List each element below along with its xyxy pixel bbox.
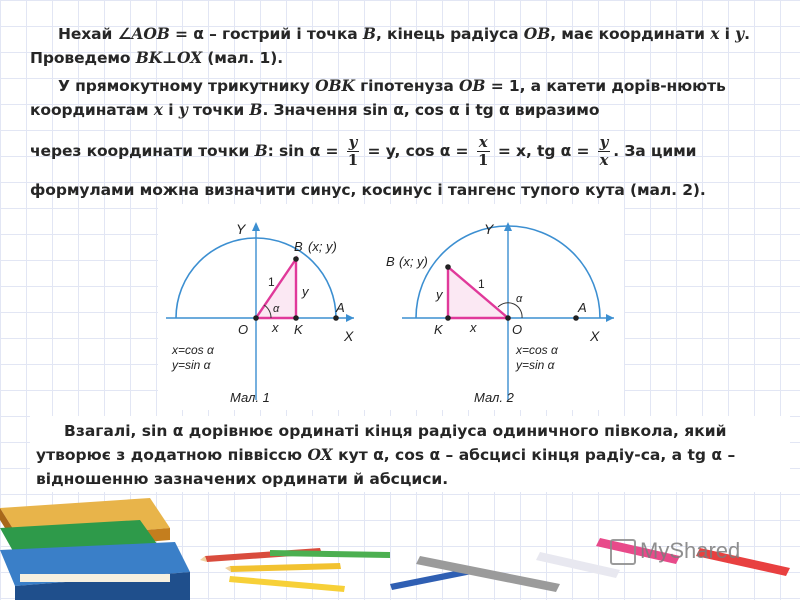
x-arrow-1 — [346, 314, 354, 322]
text: . За цими — [613, 142, 697, 160]
point-o-label-2: O — [512, 322, 523, 337]
leg-x-label-1: x — [272, 320, 279, 335]
point-k-label-2: K — [434, 322, 443, 337]
formula-y-1: y=sin α — [172, 358, 211, 372]
leg-y-label-1: y — [302, 284, 309, 299]
point-a-label-2: A — [578, 300, 587, 315]
var-y: y — [178, 100, 188, 119]
point-name: B — [249, 100, 263, 119]
axis-x-label-1: X — [344, 328, 354, 344]
figure-svg — [158, 204, 624, 410]
y-arrow-1 — [252, 222, 260, 231]
denominator: 1 — [477, 151, 489, 169]
angle-name: AOB — [131, 24, 170, 43]
text: (мал. 1). — [202, 49, 284, 67]
text: точки — [187, 101, 250, 119]
point-name: B — [362, 24, 376, 43]
text: , має координати — [550, 25, 711, 43]
segment-name: OB — [459, 76, 486, 95]
text: кут α, cos α – абсцисі кінця радіу-са, а tg α – відношенню зазначених ординати й абсциси. — [36, 446, 736, 488]
fraction-tg — [598, 134, 611, 169]
point-b-label-2: B — [386, 254, 395, 269]
point-a-label-1: A — [336, 300, 345, 315]
point-b-dot-1 — [293, 256, 299, 262]
var-x: x — [710, 24, 720, 43]
point-b-label-1: B — [294, 239, 303, 254]
numerator: y — [348, 133, 358, 151]
text: формулами можна визначити синус, косинус і тангенс тупого кута (мал. 2). — [30, 181, 706, 199]
leg-x-label-2: x — [470, 320, 477, 335]
axis-y-label-2: Y — [484, 221, 494, 237]
point-k-dot-1 — [293, 315, 299, 321]
hypotenuse-label-2: 1 — [478, 277, 485, 291]
leg-y-label-2: y — [436, 287, 443, 302]
caption-2: Мал. 2 — [474, 390, 514, 405]
alpha-label-2: α — [516, 293, 523, 305]
formula-y-2: y=sin α — [516, 358, 555, 372]
axis-y-label-1: Y — [236, 221, 246, 237]
books-stack-icon — [0, 498, 190, 600]
text: = 1, а катети дорів-нюють координатам — [30, 77, 726, 119]
denominator: x — [599, 151, 609, 169]
denominator: 1 — [347, 151, 359, 169]
watermark-text: MyShared — [640, 538, 741, 563]
figure-panel — [158, 204, 624, 410]
point-k-label-1: K — [294, 322, 303, 337]
point-o-dot-2 — [505, 315, 511, 321]
decoration-books-pencils — [0, 468, 800, 600]
text: і — [162, 101, 179, 119]
triangle-2 — [448, 267, 508, 318]
text: . Значення sin α, cos α і tg α виразимо — [262, 101, 600, 119]
text: Взагалі, sin α дорівнює ординаті кінця радіуса одиничного півкола, який утворює з додатною піввіссю — [36, 422, 727, 464]
axis-x-label-2: X — [590, 328, 600, 344]
formula-x-1: x=cos α — [172, 343, 214, 357]
text: . Проведемо — [30, 25, 750, 67]
fraction-cos — [477, 134, 490, 169]
point-a-dot-2 — [573, 315, 579, 321]
text: Нехай ∠ — [58, 25, 132, 43]
presentation-icon — [610, 539, 636, 565]
x-arrow-2 — [606, 314, 614, 322]
text: = α – гострий і точка — [169, 25, 363, 43]
text: : sin α = — [267, 142, 344, 160]
var-y: y — [735, 24, 745, 43]
paragraph-intro — [30, 22, 782, 70]
text: = x, tg α = — [492, 142, 595, 160]
text: через координати точки — [30, 142, 255, 160]
formula-x-2: x=cos α — [516, 343, 558, 357]
alpha-label-1: α — [273, 303, 280, 315]
point-b-dot-2 — [445, 264, 451, 270]
axis-name: OX — [307, 445, 333, 464]
paragraph-triangle — [30, 74, 782, 122]
fraction-sin — [347, 134, 360, 169]
paragraph-obtuse — [30, 178, 782, 202]
text: У прямокутному трикутнику — [58, 77, 316, 95]
point-o-dot-1 — [253, 315, 259, 321]
point-name: B — [254, 141, 268, 160]
text: , кінець радіуса — [375, 25, 524, 43]
point-k-dot-2 — [445, 315, 451, 321]
paragraph-formulas — [30, 134, 782, 172]
hypotenuse-label-1: 1 — [268, 275, 275, 289]
diagram-1 — [166, 221, 354, 405]
text: і — [719, 25, 736, 43]
triangle-name: OBK — [315, 76, 355, 95]
watermark-logo — [610, 538, 740, 565]
caption-1: Мал. 1 — [230, 390, 270, 405]
point-b-coords-2: (x; y) — [399, 254, 428, 269]
point-a-dot-1 — [333, 315, 339, 321]
point-b-coords-1: (x; y) — [308, 239, 337, 254]
numerator: x — [478, 133, 488, 151]
point-o-label-1: O — [238, 322, 249, 337]
segment-name: OB — [523, 24, 551, 43]
text: = y, cos α = — [362, 142, 474, 160]
var-x: x — [153, 100, 163, 119]
numerator: y — [599, 133, 609, 151]
text: гіпотенуза — [354, 77, 460, 95]
diagram-2 — [386, 221, 614, 405]
perpendicular-expr: BK⊥OX — [135, 48, 203, 67]
